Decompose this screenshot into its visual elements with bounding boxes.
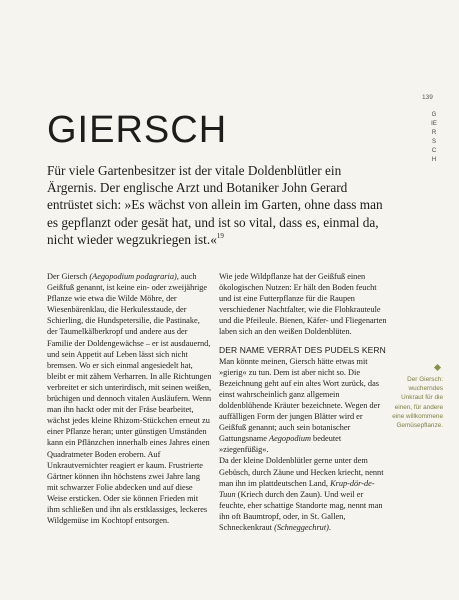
left-lead-italic: (Aegopodium podagraria) [89, 272, 177, 281]
p3-text-b: (Kriech durch den Zaun). Und weil er feuchte, eher schattige Standorte mag, nennt man ihn oft Baumtropf, oder, in St. Gallen, Schneckenkraut [219, 489, 383, 532]
p3-text-a: Da der kleine Doldenblütler gerne unter dem Gebüsch, durch Zäune und Hecken kriecht, nennt man ihn im plattdeutschen Land, [219, 456, 384, 488]
intro-text: Für viele Gartenbesitzer ist der vitale Doldenblütler ein Ärgernis. Der englische Arzt und Botaniker John Gerard entrüstet sich: »Es wächst von allein im Garten, ohne dass man es gepflanzt oder gesät hat, und ist so vital, dass es, einmal da, nicht wieder wegzukriegen ist.« [47, 163, 383, 247]
right-paragraph-2 [219, 356, 387, 456]
side-note-text: Der Giersch: wucherndes Unkraut für die einen, für andere eine willkommene Gemüsepflanze. [392, 376, 443, 430]
left-body: , auch Geißfuß genannt, ist keine ein- oder zweijährige Pflanze wie etwa die Wilde Möhre, der Wiesenbärenklau, die Herkulesstaude, der Schierling, die Hundspetersilie, die Pastinake, der Taumelkälberkropf und andere aus der Familie der Doldengewächse – er ist ausdauernd, und sein Appetit auf Leben lässt sich nicht bremsen. Wo er sich einmal angesiedelt hat, bleibt er mit zähem Verharren. In alle Richtungen verbreitet er sich unterirdisch, mit seinen weißen, brüchigen und dennoch vitalen Ausläufern. Wenn man ihn hackt oder mit der Fräse bearbeitet, wächst jedes kleine Rhizom-Stückchen erneut zu einer Pflanze heran; unter günstigen Umständen kann ein Pflänzchen innerhalb eines Jahres einen Quadratmeter Boden erobern. Auf Unkrautvernichter reagiert er kaum. Frustrierte Gärtner können ihn höchstens zwei Jahre lang mit schwarzer Folie abdecken und auf diese Weise ersticken. Oder sie können Frieden mit ihm schließen und ihn als erstklassiges, leckeres Wildgemüse im Kochtopf entsorgen. [47, 272, 212, 526]
right-column [219, 271, 387, 533]
section-heading: DER NAME VERRÄT DES PUDELS KERN [219, 344, 386, 355]
left-lead: Der Giersch [47, 272, 90, 281]
p3-italic-1: Krup-dör-de-Tuun [219, 478, 375, 499]
page-number: 139 [422, 94, 433, 101]
right-paragraph-1: Wie jede Wildpflanze hat der Geißfuß einen ökologischen Nutzen: Er hält den Boden feucht und ist eine Futterpflanze für die Raupen verschiedener Nachtfalter, wie die Flohkrauteule und die Pfeileule. Bienen, Käfer- und Fliegenarten laben sich an den weißen Doldenblüten. [219, 272, 387, 337]
footnote-marker: 19 [216, 231, 224, 240]
chapter-title: GIERSCH [47, 109, 228, 151]
intro-paragraph [47, 162, 392, 248]
right-paragraph-3 [219, 455, 387, 533]
vertical-running-title: GIERSCH [431, 112, 437, 163]
p2-text-a: Man könnte meinen, Giersch hätte etwas mit »gierig« zu tun. Dem ist aber nicht so. Die Bezeichnung geht auf ein altes Wort zurück, das einst wahrscheinlich ganz allgemein doldenblühende Kräuter bezeichnete. Wegen der auffälligen Form der jungen Blätter wird er Geißfuß genannt; auch sein botanischer Gattungsname [219, 356, 381, 444]
p2-text-b: bedeutet »ziegenfüßig«. [219, 434, 342, 455]
side-note [389, 365, 443, 430]
p2-italic: Aegopodium [269, 434, 311, 444]
p3-text-c: . [328, 522, 331, 532]
left-column [47, 271, 212, 526]
diamond-icon [434, 364, 441, 371]
left-column-paragraph [47, 271, 212, 526]
p3-italic-2: (Schneggechrut) [274, 522, 329, 532]
